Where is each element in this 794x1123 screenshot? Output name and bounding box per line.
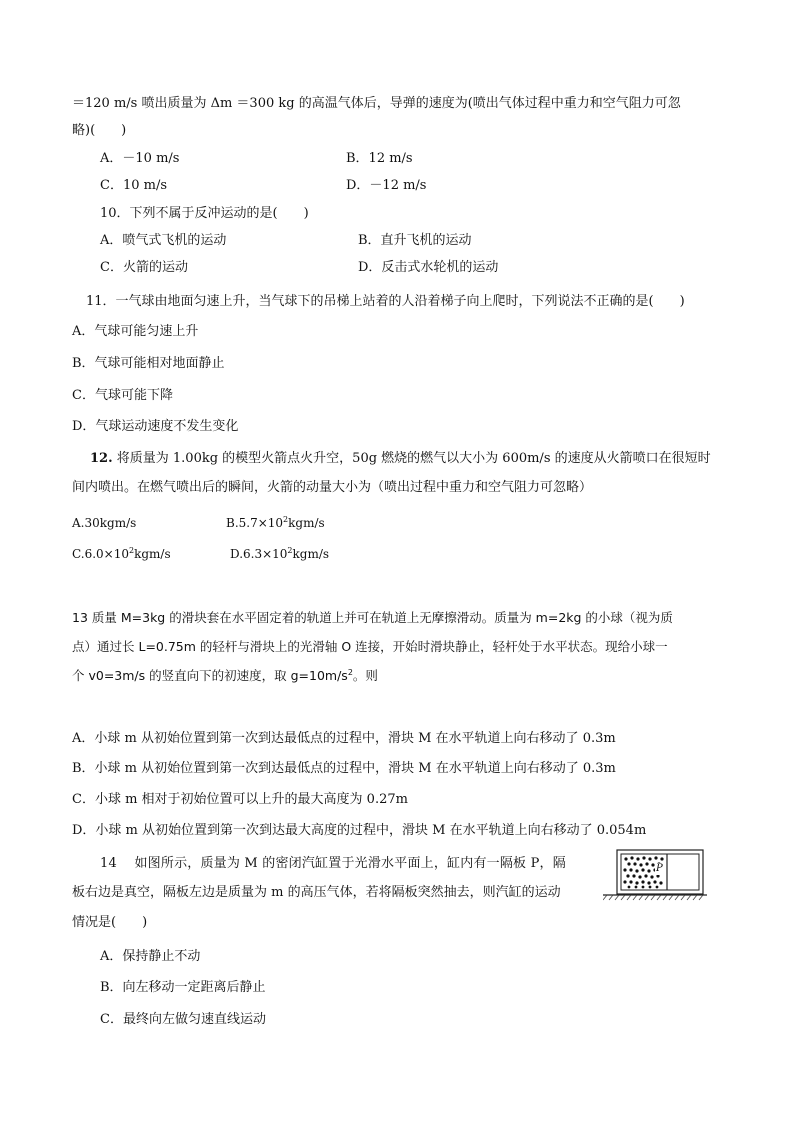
q9-option-a: A．－10 m/s (100, 151, 180, 166)
q13-stem-line2: 点）通过长 L=0.75m 的轻杆与滑块上的光滑轴 O 连接，开始时滑块静止，轻杆处于水平状态。现给小球一 (72, 639, 668, 654)
q9-stem-line2: 略)( ) (72, 123, 127, 138)
q12-option-a: A.30kgm/s (72, 516, 137, 530)
q9-option-d: D．－12 m/s (346, 178, 427, 193)
q12-option-c-value: C.6.0×10 (72, 547, 129, 561)
q14-stem-line2: 板右边是真空，隔板左边是质量为 m 的高压气体，若将隔板突然抽去，则汽缸的运动 (72, 885, 561, 900)
q11-option-c: C．气球可能下降 (72, 388, 173, 403)
q12-stem-line1 (90, 450, 711, 468)
q13-stem-line3 (72, 667, 378, 685)
q11-stem: 11．一气球由地面匀速上升，当气球下的吊梯上站着的人沿着梯子向上爬时，下列说法不正确的是( ) (86, 294, 685, 309)
q10-option-c: C．火箭的运动 (100, 260, 188, 275)
q13-line3-suffix: 。则 (352, 668, 378, 683)
q12-option-b-value: B.5.7×10 (226, 516, 284, 530)
q11-option-b: B．气球可能相对地面静止 (72, 356, 225, 371)
q12-number: 12. (90, 451, 113, 466)
q11-option-d: D．气球运动速度不发生变化 (72, 419, 239, 434)
q12-stem-line2: 间内喷出。在燃气喷出后的瞬间，火箭的动量大小为（喷出过程中重力和空气阻力可忽略） (72, 480, 593, 495)
q14-option-a: A．保持静止不动 (100, 949, 201, 964)
partition-label: P (656, 863, 663, 874)
q12-option-b (226, 514, 325, 532)
q13-line3-text: 个 v0=3m/s 的竖直向下的初速度，取 g=10m/s (72, 668, 348, 683)
q14-option-c: C．最终向左做匀速直线运动 (100, 1012, 266, 1027)
q13-line3-exponent: 2 (347, 667, 353, 677)
q12-option-d (230, 545, 329, 563)
q13-option-d: D．小球 m 从初始位置到第一次到达最大高度的过程中，滑块 M 在水平轨道上向右移动了 0.054m (72, 823, 647, 838)
q12-option-b-exponent: 2 (283, 515, 289, 524)
q12-option-d-exponent: 2 (287, 546, 293, 555)
q9-option-b: B．12 m/s (346, 151, 413, 166)
q13-option-b: B．小球 m 从初始位置到第一次到达最低点的过程中，滑块 M 在水平轨道上向右移动了 0.3m (72, 761, 616, 776)
q10-stem: 10．下列不属于反冲运动的是( ) (100, 206, 309, 221)
q13-option-c: C．小球 m 相对于初始位置可以上升的最大高度为 0.27m (72, 792, 408, 807)
q12-option-c-unit: kgm/s (134, 547, 171, 561)
q14-stem-line3: 情况是( ) (72, 915, 148, 930)
q12-option-d-unit: kgm/s (292, 547, 330, 561)
q13-option-a: A．小球 m 从初始位置到第一次到达最低点的过程中，滑块 M 在水平轨道上向右移动了 0.3m (72, 731, 616, 746)
q9-stem-line1: ＝120 m/s 喷出质量为 Δm ＝300 kg 的高温气体后，导弹的速度为(喷出气体过程中重力和空气阻力可忽 (72, 96, 681, 111)
q12-stem-text: 将质量为 1.00kg 的模型火箭点火升空，50g 燃烧的燃气以大小为 600m/s 的速度从火箭喷口在很短时 (112, 451, 711, 466)
q12-option-d-value: D.6.3×10 (230, 547, 288, 561)
q10-option-d: D．反击式水轮机的运动 (358, 260, 499, 275)
q10-option-a: A．喷气式飞机的运动 (100, 233, 227, 248)
cylinder-diagram (603, 848, 707, 908)
q12-option-c-exponent: 2 (128, 546, 135, 555)
q14-stem-line1: 14 如图所示，质量为 M 的密闭汽缸置于光滑水平面上，缸内有一隔板 P，隔 (100, 856, 566, 871)
q12-option-b-unit: kgm/s (288, 516, 325, 530)
ground-hatching (603, 895, 703, 900)
q9-option-c: C．10 m/s (100, 178, 167, 193)
q12-option-c (72, 545, 171, 563)
q10-option-b: B．直升飞机的运动 (358, 233, 472, 248)
q11-option-a: A．气球可能匀速上升 (72, 324, 199, 339)
q14-option-b: B．向左移动一定距离后静止 (100, 980, 266, 995)
q13-stem-line1: 13 质量 M=3kg 的滑块套在水平固定着的轨道上并可在轨道上无摩擦滑动。质量为 m=2kg 的小球（视为质 (72, 610, 673, 625)
